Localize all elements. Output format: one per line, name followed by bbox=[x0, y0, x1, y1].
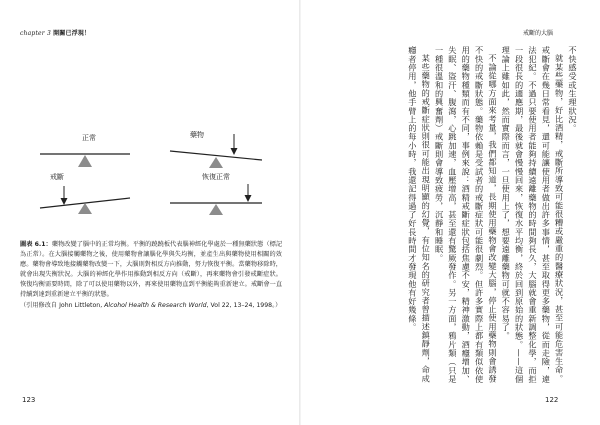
label-drug: 藥物 bbox=[190, 131, 204, 139]
label-withdrawal: 戒斷 bbox=[50, 173, 64, 181]
caption-body: 藥物改變了腦中的正常均衡。平衡的蹺蹺板代表腦神經化學處於一種無藥狀態（標記為正常）。在大腦接觸藥物之後，使用藥物會讓腦化學與失均衡，並產生出與藥物使用相關的效應。藥物會導致地接觸藥物改變一下，大腦則對相反方向推動，努力恢復平衡。當藥物移除時，就會出現失衡狀況。大腦的神經化學作用推動到相反方向（戒斷），再來藥物會引發戒斷症狀。恢復均衡需要時間，除了可以使用藥物以外，再來使用藥物直到平衡能夠重新建立。 bbox=[20, 241, 283, 289]
balance-diagram bbox=[18, 110, 278, 220]
seesaw-normal bbox=[40, 154, 130, 167]
figure-caption bbox=[20, 240, 282, 311]
right-page bbox=[301, 0, 600, 425]
paragraph-3: 不論從哪方面來考量，我們都知道，長期使用藥物會改變大腦，停止使用藥物則會誘發不快的戒斷狀態。藥物依賴是受試者的戒斷症狀可能很劇烈。但許多實際上都有類似依使用的藥物種類而有不同，事例來說：酒精戒斷症狀包括焦慮不安，精神激動，酒癮增加、失眠、盜汗、腹瀉，心跳加速，血壓增高，甚至還有驚厥發作。另一方面，鴉片類（只是一種很溫和的興奮劑）戒斷則會導致疲勞，沉靜和睡眠。 bbox=[434, 46, 498, 384]
seesaw-withdrawal bbox=[40, 186, 130, 214]
caption-citation-tail: , Vol 22, 13–24, 1998。） bbox=[206, 301, 282, 309]
paragraph-2: 就某些藥物，好比酒精，戒斷所導致可能很糟或嚴重的醫療狀況，甚至可能危害生命。戒斷會在幾日常看見，還可能讓使用者做出許多事情，甚至取得更多藥物，從而走險，違法犯紀。不過只要使用者能夠持續遠離藥物的時間夠長久，大腦就會重新調整化學，而拒一段很長的適應期，最後就會慢慢回來，恢復水平均衡，終於回到原始的狀態。——這個理論上雖如此，然而實際而言，一旦使用上了，想要遠離藥物可就不容易了。 bbox=[501, 46, 565, 384]
chapter-title: 開關已浮現！ bbox=[53, 30, 91, 37]
caption-prefix: 圖表 6.1： bbox=[20, 241, 52, 248]
seesaw-recovery bbox=[170, 184, 262, 215]
page-number-left: 123 bbox=[22, 396, 36, 404]
running-header-left bbox=[20, 28, 90, 37]
caption-citation: （引用修改自 John Littleton, bbox=[20, 301, 105, 309]
seesaw-drug bbox=[170, 134, 262, 168]
paragraph-1: 不快感受或生理狀況。 bbox=[568, 46, 578, 133]
balance-diagram-graphic bbox=[18, 110, 278, 220]
label-normal: 正常 bbox=[82, 134, 96, 142]
running-header-right: 戒斷的大腦 bbox=[523, 30, 554, 37]
caption-body-2: 戒斷會一直持續到達到重新建立平衡的狀態。 bbox=[20, 281, 283, 299]
paragraph-4: 某些藥物的戒斷症狀則很可能出現明顯的幻覺，有位知名的研究者曾描述鎮靜劑，命成癮者停用，他手臂上的每小時，我還記得過了好長時間才發現他有好幾條。 bbox=[407, 46, 432, 383]
page-number-right: 122 bbox=[545, 396, 559, 404]
chapter-label: chapter 3 bbox=[20, 30, 51, 37]
left-page bbox=[0, 0, 299, 425]
label-recovery: 恢復正常 bbox=[202, 173, 230, 181]
caption-citation-journal: Alcohol Health & Research World bbox=[104, 301, 207, 309]
vertical-body-text bbox=[341, 46, 579, 386]
